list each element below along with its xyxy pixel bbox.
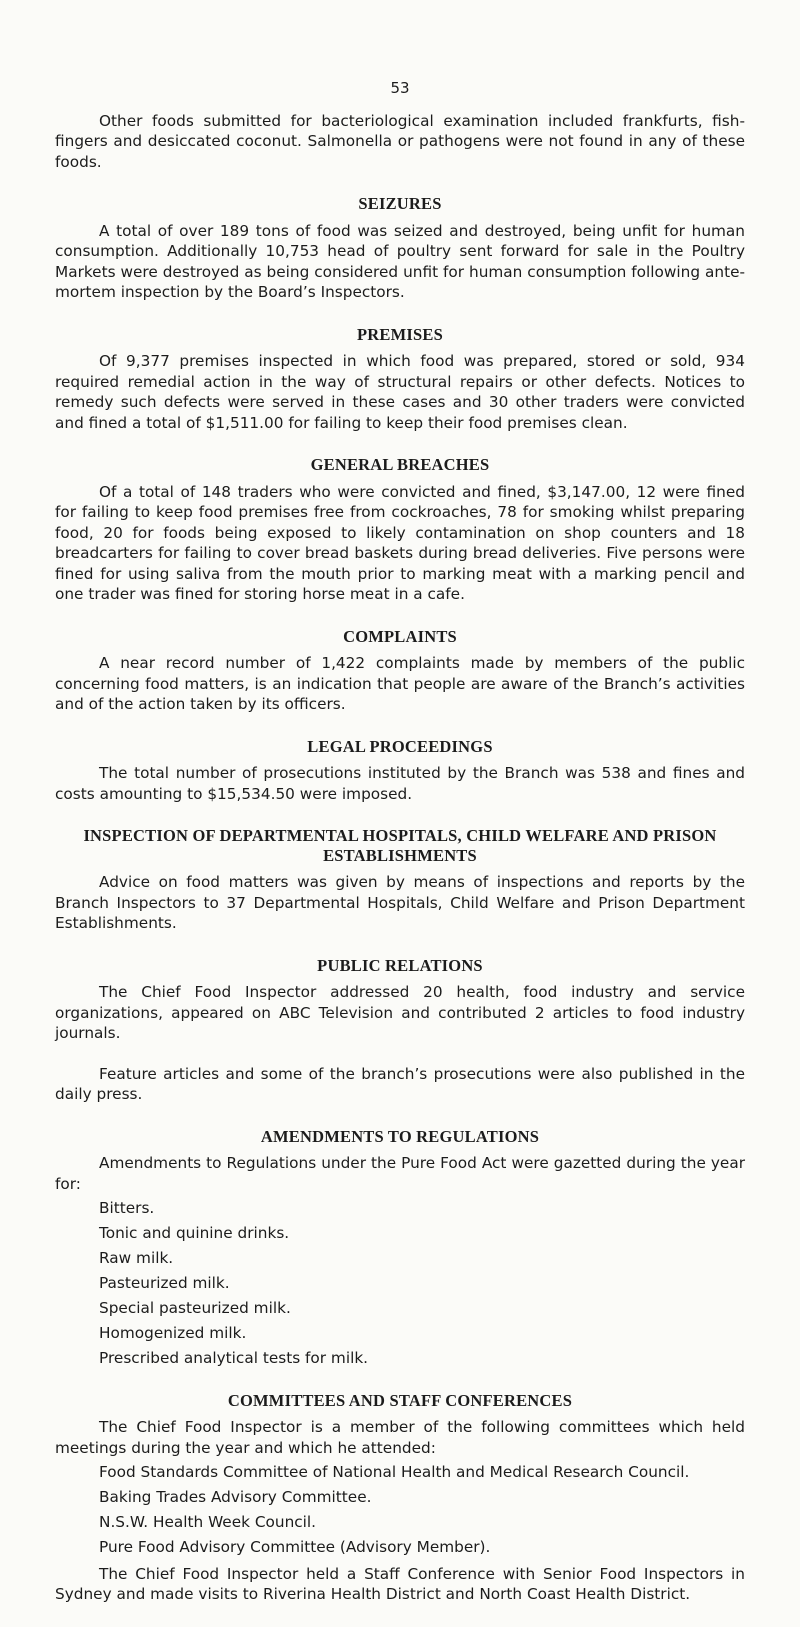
section-paragraph: Feature articles and some of the branch’s prosecutions were also published in the daily press. <box>55 1064 745 1103</box>
section-paragraph: A total of over 189 tons of food was seized and destroyed, being unfit for human consumption. Additionally 10,753 head of poultry sent forward for sale in the Poultry Markets were destroyed as being considered unfit for human consumption following ante-mortem inspection by the Board’s Inspectors. <box>55 221 745 301</box>
section-paragraph: Advice on food matters was given by means of inspections and reports by the Branch Inspectors to 37 Departmental Hospitals, Child Welfare and Prison Department Establishments. <box>55 873 745 932</box>
list-item: Tonic and quinine drinks. <box>99 1224 290 1242</box>
list-item: Food Standards Committee of National Health and Medical Research Council. <box>99 1463 690 1481</box>
section-heading: SEIZURES <box>358 194 442 213</box>
section-heading <box>55 826 745 866</box>
list-item: Prescribed analytical tests for milk. <box>99 1349 369 1367</box>
amendments-section <box>55 1127 745 1369</box>
committees-section <box>55 1391 745 1605</box>
list-item: Bitters. <box>99 1199 155 1217</box>
section-paragraph: The Chief Food Inspector is a member of the following committees which held meetings during the year and which he attended: <box>55 1418 745 1457</box>
inspection-section <box>55 826 745 934</box>
list-item: Pure Food Advisory Committee (Advisory Member). <box>99 1538 491 1556</box>
section-heading: PUBLIC RELATIONS <box>317 955 483 975</box>
list-item: Pasteurized milk. <box>99 1274 230 1292</box>
section-paragraph: The Chief Food Inspector held a Staff Conference with Senior Food Inspectors in Sydney and made visits to Riverina Health District and North Coast Health District. <box>55 1564 745 1603</box>
list-item: Baking Trades Advisory Committee. <box>99 1488 372 1506</box>
public-relations-section <box>55 956 745 1105</box>
page-number: 53 <box>390 79 410 97</box>
premises-section <box>55 325 745 434</box>
document-page <box>55 78 745 1627</box>
heading-line-1: INSPECTION OF DEPARTMENTAL HOSPITALS, CHILD WELFARE AND PRISON <box>83 826 717 845</box>
intro-paragraph: Other foods submitted for bacteriological examination included frankfurts, fish-fingers and desiccated coconut. Salmonella or pathogens were not found in any of these foods. <box>55 111 745 171</box>
section-heading: COMPLAINTS <box>343 626 457 646</box>
general-breaches-section <box>55 455 745 605</box>
section-heading: LEGAL PROCEEDINGS <box>307 736 493 756</box>
amendments-list <box>99 1198 745 1369</box>
section-heading: PREMISES <box>357 324 443 344</box>
section-heading: GENERAL BREACHES <box>310 455 490 474</box>
committees-list <box>99 1462 745 1558</box>
section-paragraph: Of a total of 148 traders who were convicted and fined, $3,147.00, 12 were fined for failing to keep food premises free from cockroaches, 78 for smoking whilst preparing food, 20 for foods being exposed to likely contamination on shop counters and 18 breadcarters for failing to cover bread baskets during bread deliveries. Five persons were fined for using saliva from the mouth prior to marking meat with a marking pencil and one trader was fined for storing horse meat in a cafe. <box>55 482 745 603</box>
section-paragraph: Of 9,377 premises inspected in which food was prepared, stored or sold, 934 required remedial action in the way of structural repairs or other defects. Notices to remedy such defects were served in these cases and 30 other traders were convicted and fined a total of $1,511.00 for failing to keep their food premises clean. <box>55 352 745 432</box>
list-item: Raw milk. <box>99 1249 174 1267</box>
seizures-section <box>55 194 745 303</box>
section-paragraph: The total number of prosecutions instituted by the Branch was 538 and fines and costs amounting to $15,534.50 were imposed. <box>55 764 745 803</box>
list-item: N.S.W. Health Week Council. <box>99 1513 317 1531</box>
legal-proceedings-section <box>55 737 745 805</box>
section-paragraph: The Chief Food Inspector addressed 20 health, food industry and service organizations, appeared on ABC Television and contributed 2 articles to food industry journals. <box>55 983 745 1042</box>
section-heading: COMMITTEES AND STAFF CONFERENCES <box>227 1390 573 1410</box>
intro-section <box>55 111 745 173</box>
complaints-section <box>55 627 745 715</box>
section-paragraph: Amendments to Regulations under the Pure Food Act were gazetted during the year for: <box>55 1154 745 1193</box>
list-item: Special pasteurized milk. <box>99 1299 291 1317</box>
section-paragraph: A near record number of 1,422 complaints made by members of the public concerning food matters, is an indication that people are aware of the Branch’s activities and of the action taken by its officers. <box>55 654 745 713</box>
heading-line-2: ESTABLISHMENTS <box>323 846 477 865</box>
section-heading: AMENDMENTS TO REGULATIONS <box>260 1126 540 1146</box>
list-item: Homogenized milk. <box>99 1324 247 1342</box>
